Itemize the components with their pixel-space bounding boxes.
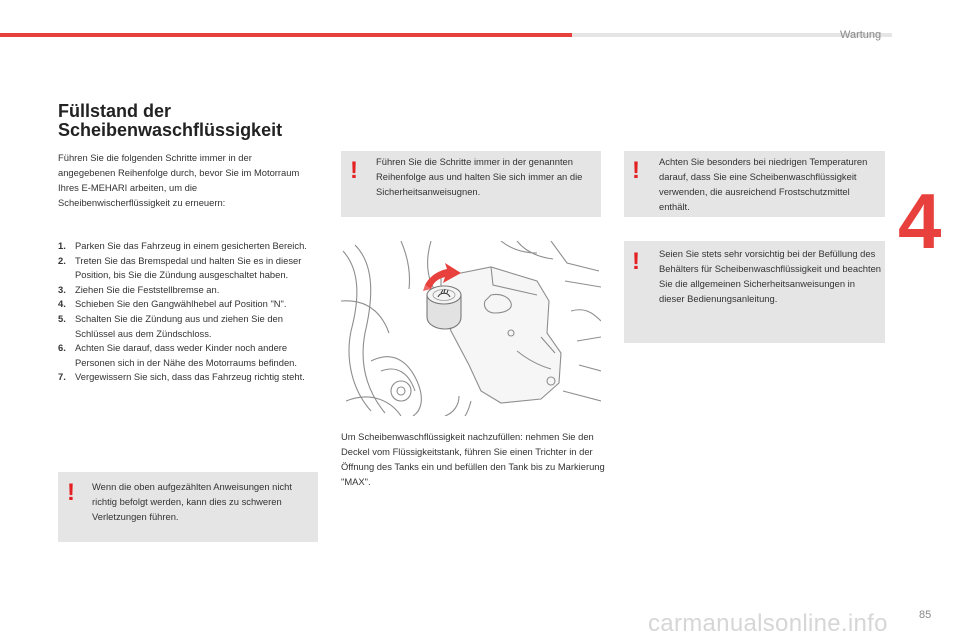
step-text: Schalten Sie die Zündung aus und ziehen Sie den Schlüssel aus dem Zündschloss. xyxy=(75,312,283,339)
page-title-line1: Füllstand der xyxy=(58,101,172,121)
step-number: 1. xyxy=(58,240,66,251)
warning-box-right-bottom xyxy=(624,241,885,343)
warning-text: Wenn die oben aufgezählten Anweisungen nicht richtig befolgt werden, kann dies zu schweren Verletzungen führen. xyxy=(92,481,292,522)
list-item xyxy=(58,341,318,370)
watermark: carmanualsonline.info xyxy=(648,610,888,637)
header-accent-bar xyxy=(0,33,572,37)
step-number: 2. xyxy=(58,254,66,266)
warning-exclamation-icon: ! xyxy=(632,157,640,184)
warning-text: Seien Sie stets sehr vorsichtig bei der Befüllung des Behälters für Scheibenwaschflüssigkeit und beachten Sie die allgemeinen Sicherheitsanweisungen in dieser Bedienungsanleitung. xyxy=(659,248,882,304)
page-number: 85 xyxy=(919,609,932,621)
step-text: Achten Sie darauf, dass weder Kinder noch andere Personen sich in der Nähe des Motorraums befinden. xyxy=(75,342,297,368)
warning-exclamation-icon: ! xyxy=(67,479,75,506)
step-number: 3. xyxy=(58,283,66,295)
step-text: Ziehen Sie die Feststellbremse an. xyxy=(75,283,220,295)
refill-instructions: Um Scheibenwaschflüssigkeit nachzufüllen: nehmen Sie den Deckel vom Flüssigkeitstank, führen Sie einen Trichter in der Öffnung des Tanks ein und befüllen den Tank bis zu Markierung "MAX". xyxy=(341,431,605,487)
warning-box-right-top xyxy=(624,151,885,217)
warning-text: Achten Sie besonders bei niedrigen Temperaturen darauf, dass Sie eine Scheibenwaschflüssigkeit verwenden, die ausreichend Frostschutzmittel enthält. xyxy=(659,156,868,212)
steps-list xyxy=(58,239,318,385)
step-number: 7. xyxy=(58,371,66,383)
step-number: 6. xyxy=(58,342,66,354)
list-item xyxy=(58,254,318,283)
step-text: Parken Sie das Fahrzeug in einem gesicherten Bereich. xyxy=(75,240,307,251)
page-title xyxy=(58,102,282,140)
chapter-number: 4 xyxy=(898,177,942,265)
list-item xyxy=(58,283,318,298)
warning-box-left xyxy=(58,472,318,542)
warning-box-middle xyxy=(341,151,601,217)
step-text: Vergewissern Sie sich, dass das Fahrzeug richtig steht. xyxy=(75,371,305,383)
warning-exclamation-icon: ! xyxy=(350,157,358,184)
list-item xyxy=(58,312,318,341)
list-item xyxy=(58,297,318,312)
list-item xyxy=(58,370,318,385)
engine-bay-illustration xyxy=(341,241,601,416)
list-item xyxy=(58,239,318,254)
step-number: 5. xyxy=(58,312,66,324)
page-title-line2: Scheibenwaschflüssigkeit xyxy=(58,120,283,140)
step-text: Schieben Sie den Gangwählhebel auf Position "N". xyxy=(75,298,287,310)
reservoir-drawing xyxy=(341,241,601,416)
warning-exclamation-icon: ! xyxy=(632,248,640,275)
step-text: Treten Sie das Bremspedal und halten Sie es in dieser Position, bis Sie die Zündung ausgeschaltet haben. xyxy=(75,254,302,281)
intro-paragraph: Führen Sie die folgenden Schritte immer in der angegebenen Reihenfolge durch, bevor Sie im Motorraum Ihres E-MEHARI arbeiten, um die Scheibenwischerflüssigkeit zu erneuern: xyxy=(58,152,300,208)
section-title: Wartung xyxy=(840,29,882,41)
warning-text: Führen Sie die Schritte immer in der genannten Reihenfolge aus und halten Sie sich immer an die Sicherheitsanweisugnen. xyxy=(376,156,583,197)
step-number: 4. xyxy=(58,298,66,310)
